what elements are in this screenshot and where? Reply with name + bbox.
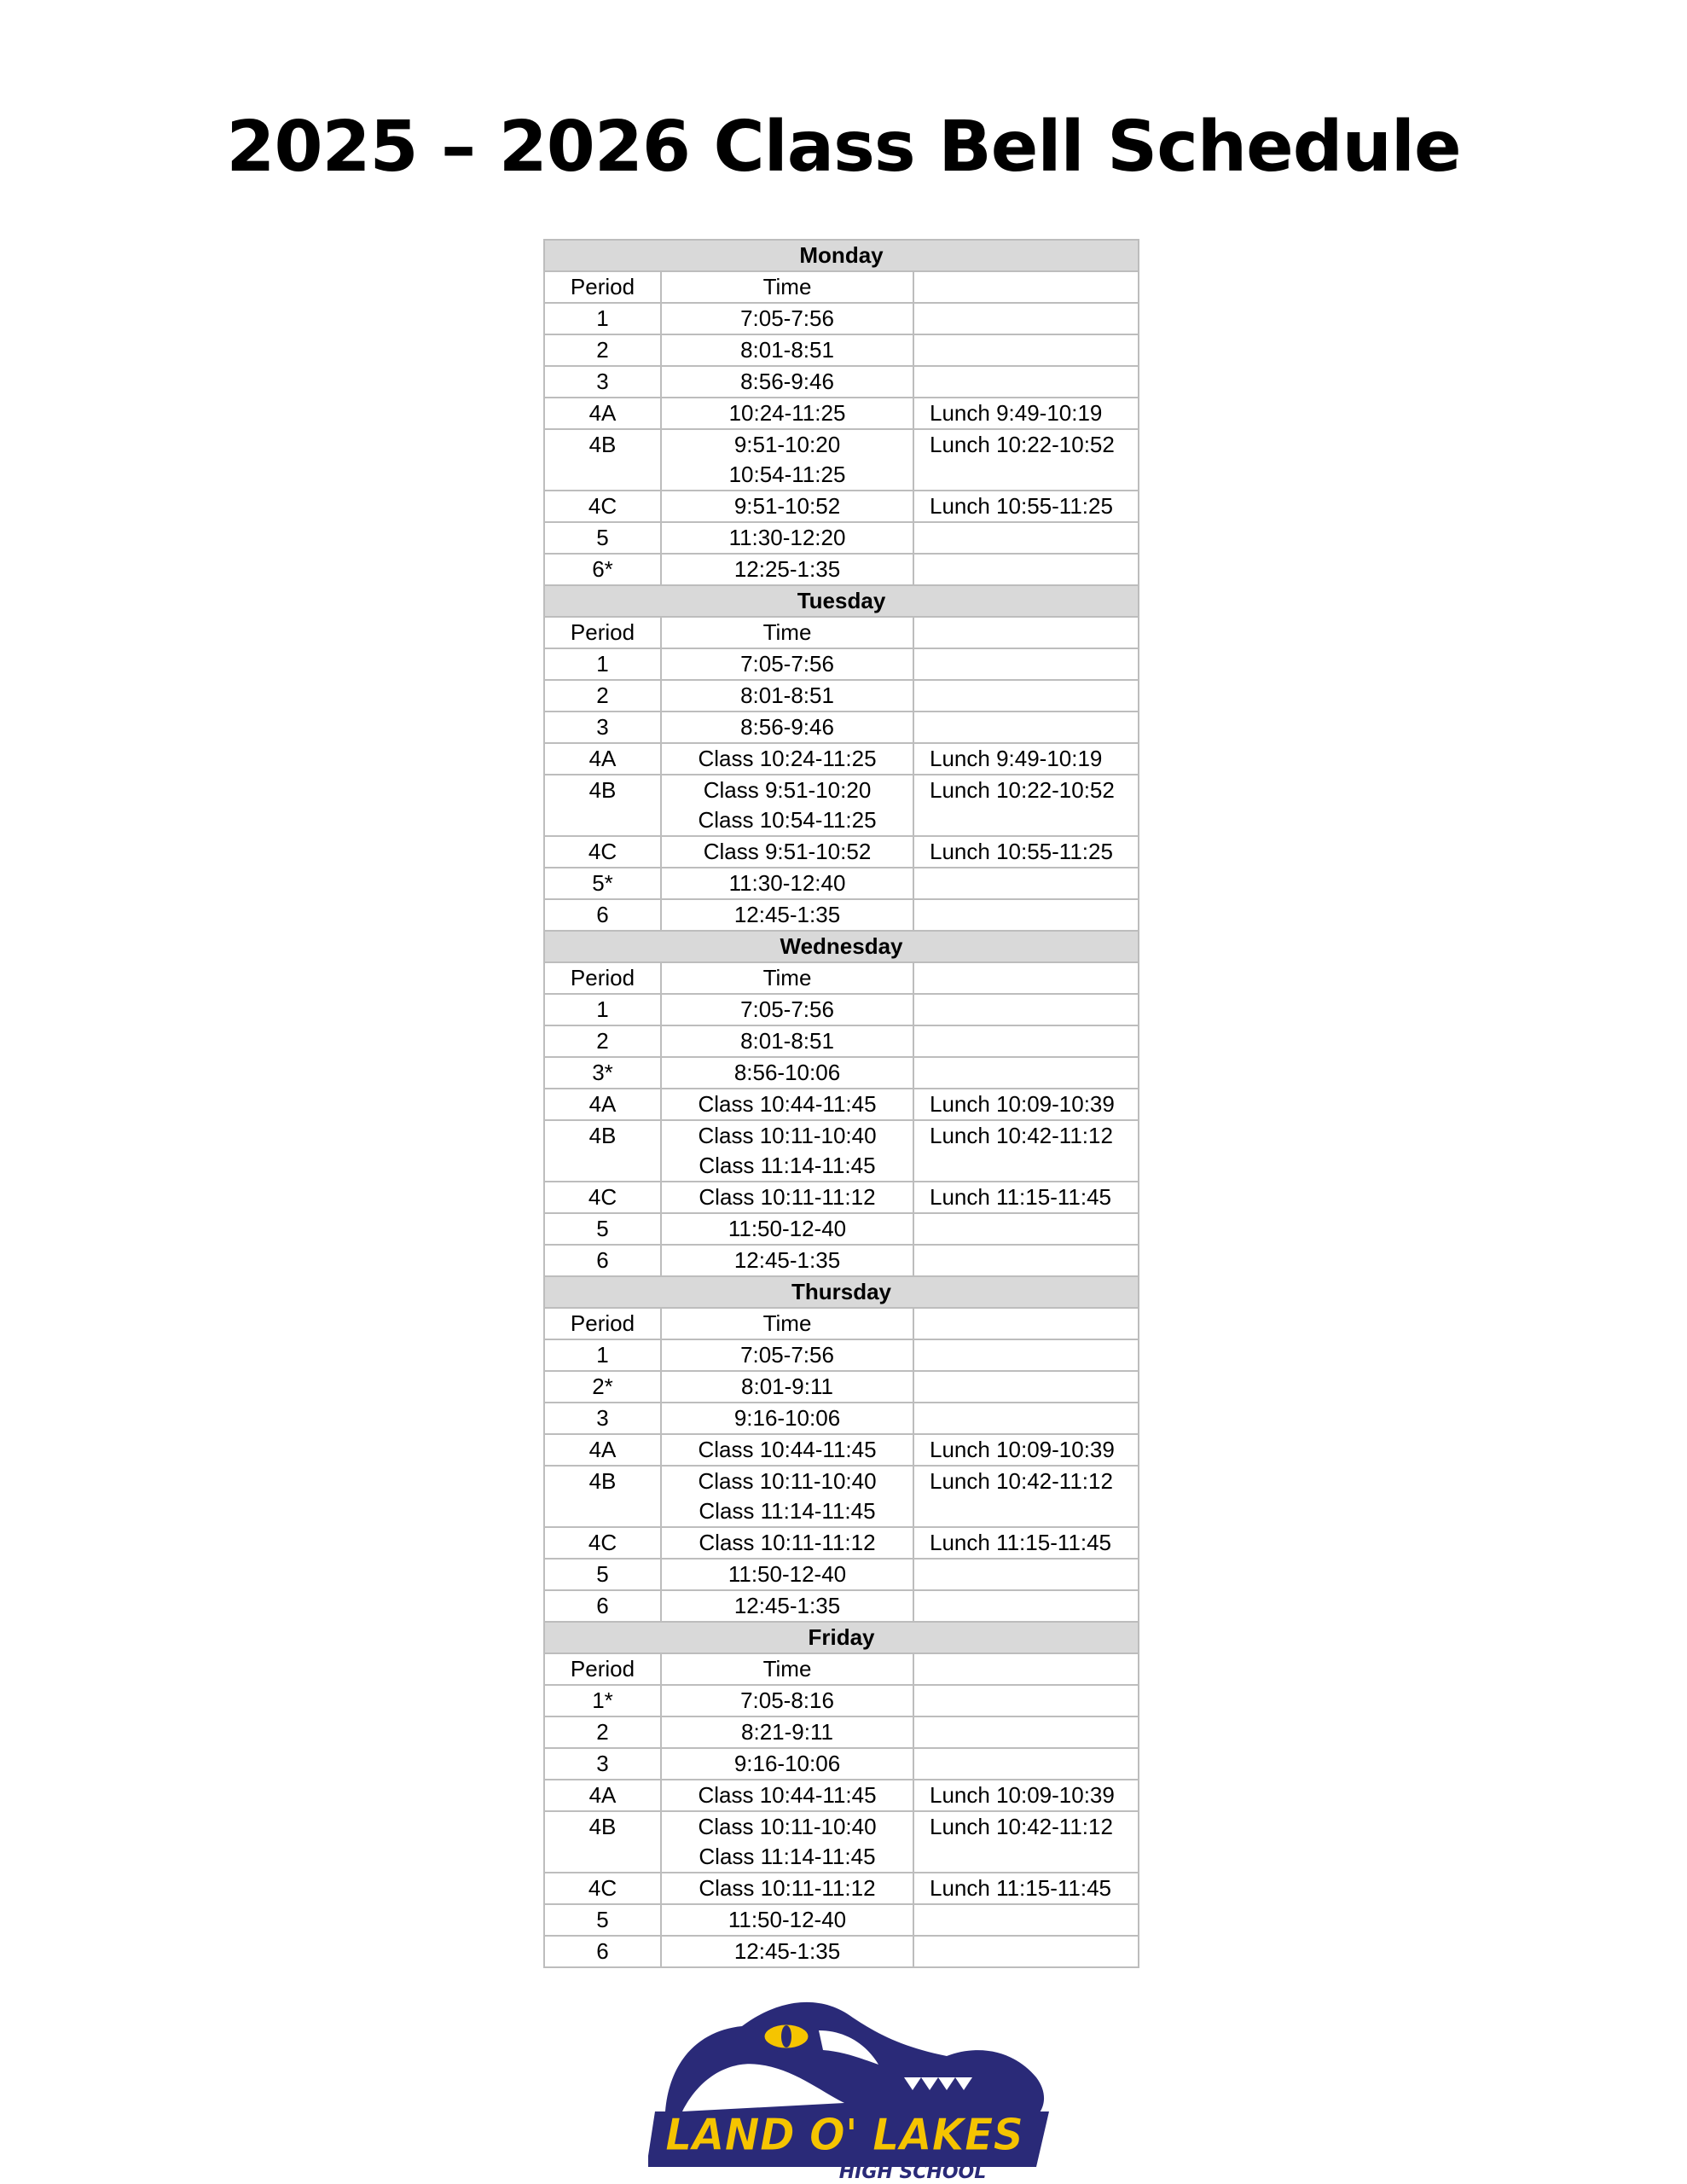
- table-row: [544, 1089, 1139, 1120]
- time-value: Class 9:51-10:52: [703, 839, 872, 864]
- period-header: Period: [544, 962, 661, 994]
- lunch-header: [913, 1308, 1139, 1339]
- day-name: Wednesday: [544, 931, 1139, 962]
- time-value: 8:56-10:06: [733, 1060, 841, 1085]
- time-cell: [661, 1780, 913, 1811]
- lunch-cell: [913, 1559, 1139, 1590]
- time-cell: [661, 1936, 913, 1967]
- time-cell: [661, 1685, 913, 1716]
- time-value: 12:25-1:35: [733, 556, 841, 582]
- time-value: 8:01-8:51: [740, 682, 834, 708]
- time-cell: [661, 1182, 913, 1213]
- lunch-cell: [913, 712, 1139, 743]
- time-cell: [661, 743, 913, 775]
- period-cell: 4A: [544, 1434, 661, 1466]
- lunch-cell: Lunch 11:15-11:45: [913, 1873, 1139, 1904]
- table-row: [544, 522, 1139, 554]
- lunch-cell: [913, 1904, 1139, 1936]
- lunch-cell: [913, 680, 1139, 712]
- period-cell: 2: [544, 1716, 661, 1748]
- lunch-cell: Lunch 10:55-11:25: [913, 836, 1139, 868]
- time-header: Time: [661, 271, 913, 303]
- time-cell: [661, 1213, 913, 1245]
- table-row: [544, 1685, 1139, 1716]
- table-row: [544, 1120, 1139, 1182]
- time-cell: [661, 680, 913, 712]
- period-cell: 1*: [544, 1685, 661, 1716]
- lunch-cell: Lunch 10:09-10:39: [913, 1780, 1139, 1811]
- time-cell: [661, 1590, 913, 1622]
- period-cell: 4C: [544, 491, 661, 522]
- table-row: [544, 775, 1139, 836]
- time-value: 9:51-10:52: [733, 493, 841, 519]
- time-value: 7:05-7:56: [740, 651, 834, 677]
- time-cell: [661, 1748, 913, 1780]
- lunch-cell: [913, 303, 1139, 334]
- lunch-cell: Lunch 9:49-10:19: [913, 743, 1139, 775]
- table-row: [544, 1748, 1139, 1780]
- time-header: Time: [661, 1308, 913, 1339]
- table-row: [544, 429, 1139, 491]
- period-cell: 6: [544, 1936, 661, 1967]
- period-cell: 2*: [544, 1371, 661, 1403]
- column-header-row: [544, 962, 1139, 994]
- column-header-row: [544, 1653, 1139, 1685]
- period-header: Period: [544, 617, 661, 648]
- time-cell: [661, 334, 913, 366]
- time-value: Class 11:14-11:45: [699, 1153, 876, 1178]
- time-cell: [661, 648, 913, 680]
- time-value: 7:05-7:56: [740, 305, 834, 331]
- lunch-cell: Lunch 10:42-11:12: [913, 1466, 1139, 1527]
- day-header-row: [544, 931, 1139, 962]
- period-cell: 2: [544, 1025, 661, 1057]
- page-title: 2025 – 2026 Class Bell Schedule: [226, 107, 1461, 188]
- lunch-cell: Lunch 10:42-11:12: [913, 1811, 1139, 1873]
- time-cell: [661, 994, 913, 1025]
- lunch-cell: [913, 522, 1139, 554]
- period-cell: 4A: [544, 1780, 661, 1811]
- lunch-header: [913, 271, 1139, 303]
- time-cell: [661, 1339, 913, 1371]
- time-value: 11:50-12-40: [728, 1561, 847, 1587]
- period-cell: 4C: [544, 1182, 661, 1213]
- table-row: [544, 1245, 1139, 1276]
- time-cell: [661, 1811, 913, 1873]
- table-row: [544, 680, 1139, 712]
- time-value: Class 10:44-11:45: [698, 1091, 877, 1117]
- period-cell: 4B: [544, 1120, 661, 1182]
- schedule-body: [544, 240, 1139, 1967]
- period-header: Period: [544, 271, 661, 303]
- period-cell: 3*: [544, 1057, 661, 1089]
- bell-schedule-table: [543, 239, 1139, 1968]
- lunch-cell: [913, 1936, 1139, 1967]
- time-value: Class 10:54-11:25: [698, 807, 877, 833]
- time-value: 12:45-1:35: [733, 902, 841, 927]
- table-row: [544, 994, 1139, 1025]
- time-cell: [661, 1245, 913, 1276]
- time-value: Class 9:51-10:20: [703, 777, 872, 803]
- time-value: 8:01-9:11: [741, 1374, 833, 1399]
- table-row: [544, 1873, 1139, 1904]
- time-cell: [661, 712, 913, 743]
- period-cell: 3: [544, 1748, 661, 1780]
- time-cell: [661, 303, 913, 334]
- period-cell: 6: [544, 899, 661, 931]
- time-value: 12:45-1:35: [733, 1593, 841, 1618]
- period-cell: 4B: [544, 429, 661, 491]
- lunch-cell: [913, 1213, 1139, 1245]
- day-header-row: [544, 240, 1139, 271]
- time-cell: [661, 868, 913, 899]
- table-row: [544, 398, 1139, 429]
- time-value: 9:16-10:06: [733, 1405, 841, 1431]
- lunch-cell: [913, 1748, 1139, 1780]
- time-cell: [661, 1466, 913, 1527]
- time-header: Time: [661, 962, 913, 994]
- time-value: Class 11:14-11:45: [699, 1844, 876, 1869]
- lunch-cell: Lunch 9:49-10:19: [913, 398, 1139, 429]
- lunch-cell: [913, 899, 1139, 931]
- period-header: Period: [544, 1308, 661, 1339]
- time-value: 10:24-11:25: [728, 400, 846, 426]
- lunch-cell: [913, 994, 1139, 1025]
- period-cell: 3: [544, 712, 661, 743]
- day-header-row: [544, 1276, 1139, 1308]
- logo-subtitle: HIGH SCHOOL: [838, 2162, 987, 2180]
- time-cell: [661, 366, 913, 398]
- period-cell: 5: [544, 1213, 661, 1245]
- table-row: [544, 868, 1139, 899]
- time-cell: [661, 1716, 913, 1748]
- time-cell: [661, 836, 913, 868]
- time-value: 11:30-12:40: [728, 870, 846, 896]
- lunch-cell: [913, 1057, 1139, 1089]
- lunch-cell: [913, 1371, 1139, 1403]
- time-value: 9:51-10:20: [733, 432, 841, 457]
- table-row: [544, 1559, 1139, 1590]
- period-cell: 1: [544, 303, 661, 334]
- lunch-cell: Lunch 11:15-11:45: [913, 1182, 1139, 1213]
- time-value: Class 10:11-10:40: [698, 1814, 877, 1839]
- table-row: [544, 712, 1139, 743]
- lunch-cell: Lunch 11:15-11:45: [913, 1527, 1139, 1559]
- time-value: 8:21-9:11: [741, 1719, 833, 1745]
- time-value: 11:30-12:20: [728, 525, 846, 550]
- period-cell: 4A: [544, 1089, 661, 1120]
- column-header-row: [544, 617, 1139, 648]
- table-row: [544, 1780, 1139, 1811]
- table-row: [544, 491, 1139, 522]
- lunch-cell: [913, 1590, 1139, 1622]
- time-value: Class 10:24-11:25: [698, 746, 877, 771]
- lunch-header: [913, 962, 1139, 994]
- time-value: Class 10:44-11:45: [698, 1437, 877, 1462]
- period-cell: 4C: [544, 1527, 661, 1559]
- lunch-cell: [913, 648, 1139, 680]
- logo-name: LAND O' LAKES: [665, 2110, 1023, 2161]
- time-value: 11:50-12-40: [728, 1907, 847, 1932]
- table-row: [544, 1811, 1139, 1873]
- time-value: 12:45-1:35: [733, 1938, 841, 1964]
- period-cell: 1: [544, 994, 661, 1025]
- time-cell: [661, 1873, 913, 1904]
- time-cell: [661, 1904, 913, 1936]
- lunch-cell: Lunch 10:42-11:12: [913, 1120, 1139, 1182]
- period-cell: 2: [544, 334, 661, 366]
- period-cell: 4A: [544, 743, 661, 775]
- lunch-cell: Lunch 10:09-10:39: [913, 1089, 1139, 1120]
- time-cell: [661, 1371, 913, 1403]
- table-row: [544, 1936, 1139, 1967]
- table-row: [544, 743, 1139, 775]
- lunch-cell: [913, 554, 1139, 585]
- table-row: [544, 1371, 1139, 1403]
- lunch-cell: [913, 1716, 1139, 1748]
- time-value: 7:05-8:16: [740, 1687, 834, 1713]
- time-cell: [661, 1120, 913, 1182]
- time-cell: [661, 398, 913, 429]
- table-row: [544, 899, 1139, 931]
- column-header-row: [544, 271, 1139, 303]
- time-cell: [661, 491, 913, 522]
- lunch-header: [913, 1653, 1139, 1685]
- period-cell: 3: [544, 1403, 661, 1434]
- time-value: 9:16-10:06: [733, 1751, 841, 1776]
- time-cell: [661, 1025, 913, 1057]
- period-cell: 6*: [544, 554, 661, 585]
- period-cell: 5: [544, 1904, 661, 1936]
- period-cell: 4C: [544, 1873, 661, 1904]
- table-row: [544, 1527, 1139, 1559]
- time-value: 10:54-11:25: [728, 462, 846, 487]
- period-cell: 4B: [544, 1811, 661, 1873]
- time-value: 8:56-9:46: [740, 369, 834, 394]
- time-header: Time: [661, 1653, 913, 1685]
- period-cell: 4C: [544, 836, 661, 868]
- table-row: [544, 1057, 1139, 1089]
- period-cell: 5: [544, 1559, 661, 1590]
- day-name: Monday: [544, 240, 1139, 271]
- time-value: Class 11:14-11:45: [699, 1498, 876, 1524]
- time-cell: [661, 429, 913, 491]
- table-row: [544, 1466, 1139, 1527]
- lunch-cell: [913, 1025, 1139, 1057]
- time-value: 11:50-12-40: [728, 1216, 847, 1241]
- day-name: Friday: [544, 1622, 1139, 1653]
- time-value: Class 10:44-11:45: [698, 1782, 877, 1808]
- lunch-cell: [913, 366, 1139, 398]
- lunch-cell: [913, 1339, 1139, 1371]
- time-value: 8:01-8:51: [740, 337, 834, 363]
- time-cell: [661, 1527, 913, 1559]
- lunch-cell: Lunch 10:09-10:39: [913, 1434, 1139, 1466]
- day-name: Thursday: [544, 1276, 1139, 1308]
- period-cell: 1: [544, 648, 661, 680]
- period-cell: 1: [544, 1339, 661, 1371]
- table-row: [544, 1339, 1139, 1371]
- time-cell: [661, 522, 913, 554]
- period-cell: 5*: [544, 868, 661, 899]
- school-logo: [648, 1984, 1075, 2180]
- table-row: [544, 1590, 1139, 1622]
- time-value: 12:45-1:35: [733, 1247, 841, 1273]
- time-cell: [661, 775, 913, 836]
- table-row: [544, 1716, 1139, 1748]
- table-row: [544, 1213, 1139, 1245]
- period-cell: 3: [544, 366, 661, 398]
- time-cell: [661, 1057, 913, 1089]
- time-value: 8:56-9:46: [740, 714, 834, 740]
- day-header-row: [544, 585, 1139, 617]
- table-row: [544, 334, 1139, 366]
- lunch-cell: Lunch 10:22-10:52: [913, 429, 1139, 491]
- time-cell: [661, 1089, 913, 1120]
- period-cell: 6: [544, 1245, 661, 1276]
- lunch-cell: [913, 1685, 1139, 1716]
- table-row: [544, 1025, 1139, 1057]
- period-cell: 2: [544, 680, 661, 712]
- time-value: Class 10:11-11:12: [699, 1530, 876, 1555]
- lunch-cell: Lunch 10:55-11:25: [913, 491, 1139, 522]
- time-cell: [661, 1403, 913, 1434]
- time-cell: [661, 1434, 913, 1466]
- time-value: Class 10:11-10:40: [698, 1123, 877, 1148]
- time-value: Class 10:11-10:40: [698, 1468, 877, 1494]
- time-cell: [661, 554, 913, 585]
- time-cell: [661, 1559, 913, 1590]
- table-row: [544, 1403, 1139, 1434]
- lunch-cell: [913, 868, 1139, 899]
- day-header-row: [544, 1622, 1139, 1653]
- lunch-cell: [913, 1403, 1139, 1434]
- lunch-header: [913, 617, 1139, 648]
- period-cell: 4A: [544, 398, 661, 429]
- table-row: [544, 1182, 1139, 1213]
- table-row: [544, 1434, 1139, 1466]
- table-row: [544, 554, 1139, 585]
- period-cell: 5: [544, 522, 661, 554]
- period-cell: 4B: [544, 1466, 661, 1527]
- lunch-cell: [913, 1245, 1139, 1276]
- table-row: [544, 648, 1139, 680]
- time-value: 8:01-8:51: [740, 1028, 834, 1054]
- time-value: Class 10:11-11:12: [699, 1184, 876, 1210]
- lunch-cell: [913, 334, 1139, 366]
- time-cell: [661, 899, 913, 931]
- lunch-cell: Lunch 10:22-10:52: [913, 775, 1139, 836]
- column-header-row: [544, 1308, 1139, 1339]
- table-row: [544, 303, 1139, 334]
- time-value: 7:05-7:56: [740, 996, 834, 1022]
- time-value: 7:05-7:56: [740, 1342, 834, 1368]
- period-header: Period: [544, 1653, 661, 1685]
- period-cell: 4B: [544, 775, 661, 836]
- table-row: [544, 836, 1139, 868]
- table-row: [544, 366, 1139, 398]
- time-value: Class 10:11-11:12: [699, 1875, 876, 1901]
- table-row: [544, 1904, 1139, 1936]
- day-name: Tuesday: [544, 585, 1139, 617]
- time-header: Time: [661, 617, 913, 648]
- period-cell: 6: [544, 1590, 661, 1622]
